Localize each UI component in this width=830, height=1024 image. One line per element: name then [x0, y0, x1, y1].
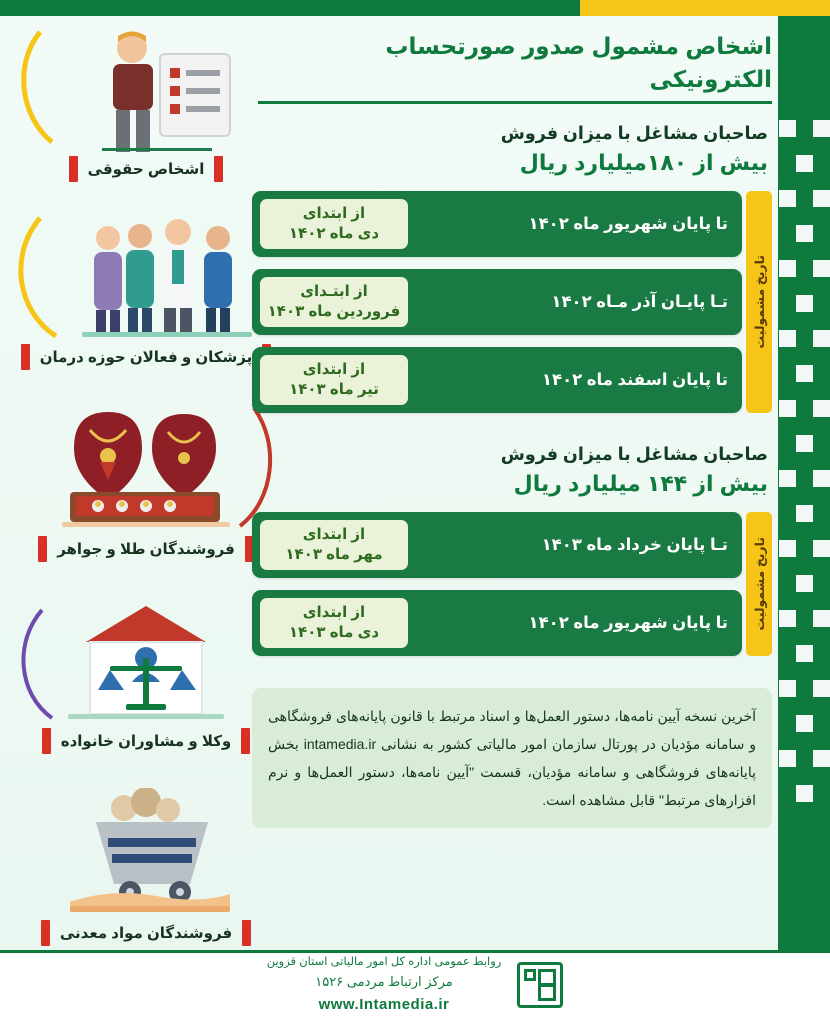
section-2-vertical-label: [746, 512, 772, 656]
section-2-heading: [252, 441, 768, 500]
deadline-text: تـا پایان خرداد ماه ۱۴۰۳: [541, 536, 728, 555]
vertical-label-text: تاریخ مشمولیت: [752, 537, 767, 631]
footer-website[interactable]: www.Intamedia.ir: [318, 995, 450, 1013]
section-2-heading-line1: صاحبان مشاغل با میزان فروش: [500, 443, 768, 464]
from-date-pill: [260, 199, 408, 249]
red-tick: [21, 344, 30, 370]
section-1-vertical-label: [746, 191, 772, 413]
deadline-text: تـا پایـان آذر مـاه ۱۴۰۲: [551, 292, 728, 311]
from-line-2: دی ماه ۱۴۰۲: [288, 224, 380, 242]
item-label: وکلا و مشاوران خانواده: [60, 733, 232, 750]
red-tick: [38, 536, 47, 562]
section-1-heading-line2: بیش از ۱۸۰میلیارد ریال: [519, 149, 768, 175]
page-title-text: اشخاص مشمول صدور صورتحساب الکترونیکی: [258, 30, 772, 104]
section-2-heading-line2: بیش از ۱۴۴ میلیارد ریال: [513, 471, 768, 497]
from-date-pill: [260, 277, 408, 327]
icon-column: [12, 24, 280, 964]
table-row: [252, 191, 742, 257]
red-tick: [42, 728, 51, 754]
top-accent-bar: [0, 0, 830, 16]
from-line-2: دی ماه ۱۴۰۳: [288, 624, 380, 642]
mining-cart-icon: [12, 788, 280, 916]
from-line-2: فروردین ماه ۱۴۰۳: [267, 302, 401, 320]
medical-staff-icon: [12, 212, 280, 340]
item-label: پزشکان و فعالان حوزه درمان: [39, 349, 253, 366]
caption-row: [12, 536, 280, 562]
list-item: [12, 212, 280, 370]
from-line-2: مهر ماه ۱۴۰۳: [285, 546, 383, 564]
section-2-rows: [252, 512, 772, 672]
from-date-pill: [260, 355, 408, 405]
item-label: فروشندگان مواد معدنی: [59, 925, 233, 942]
caption-row: [12, 344, 280, 370]
list-item: [12, 788, 280, 946]
note-box: آخرین نسخه آیین نامه‌ها، دستور العمل‌ها و اسناد مرتبط با قانون پایانه‌های فروشگاهی و سامانه مؤدیان در پورتال سازمان امور مالیاتی کشور به نشانی intamedia.ir بخش پایانه‌های فروشگاهی و سامانه مؤدیان، قسمت "آیین نامه‌ها، دستور العمل‌ها و نرم افزارهای مرتبط" قابل مشاهده است.: [252, 688, 772, 828]
section-1-heading: [252, 120, 768, 179]
list-item: [12, 596, 280, 754]
deadline-text: تا پایان اسفند ماه ۱۴۰۲: [541, 370, 728, 389]
section-1-rows: [252, 191, 772, 425]
legal-person-icon: [12, 24, 280, 152]
from-date-pill: [260, 520, 408, 570]
item-label: اشخاص حقوقی: [87, 161, 205, 178]
deadline-text: تا پایان شهریور ماه ۱۴۰۲: [528, 214, 728, 233]
red-tick: [242, 920, 251, 946]
red-tick: [41, 920, 50, 946]
caption-row: [12, 156, 280, 182]
table-row: [252, 512, 742, 578]
checker-pattern: [778, 120, 830, 820]
footer: [0, 952, 830, 1018]
from-line-1: از ابتـدای: [300, 282, 368, 300]
from-line-1: از ابتدای: [302, 525, 366, 543]
item-label: فروشندگان طلا و جواهر: [57, 541, 235, 558]
list-item: [12, 404, 280, 562]
from-line-1: از ابتدای: [302, 360, 366, 378]
caption-row: [12, 920, 280, 946]
content-column: [252, 30, 772, 828]
table-row: [252, 590, 742, 656]
red-tick: [241, 728, 250, 754]
list-item: [12, 24, 280, 182]
from-date-pill: [260, 598, 408, 648]
table-row: [252, 269, 742, 335]
vertical-label-text: تاریخ مشمولیت: [752, 255, 767, 349]
from-line-1: از ابتدای: [302, 603, 366, 621]
footer-line-1: روابط عمومی اداره کل امور مالیاتی استان قزوین: [266, 956, 502, 969]
page-title: [252, 30, 772, 104]
from-line-1: از ابتدای: [302, 204, 366, 222]
deadline-text: تا پایان شهریور ماه ۱۴۰۲: [528, 614, 728, 633]
scales-of-justice-icon: [12, 596, 280, 724]
footer-line-2: مرکز ارتباط مردمی ۱۵۲۶: [315, 973, 453, 989]
caption-row: [12, 728, 280, 754]
red-tick: [214, 156, 223, 182]
table-row: [252, 347, 742, 413]
from-line-2: تیر ماه ۱۴۰۳: [289, 380, 379, 398]
jewelry-icon: [12, 404, 280, 532]
section-1-heading-line1: صاحبان مشاغل با میزان فروش: [500, 122, 768, 143]
qr-code-icon: [517, 962, 563, 1008]
red-tick: [69, 156, 78, 182]
